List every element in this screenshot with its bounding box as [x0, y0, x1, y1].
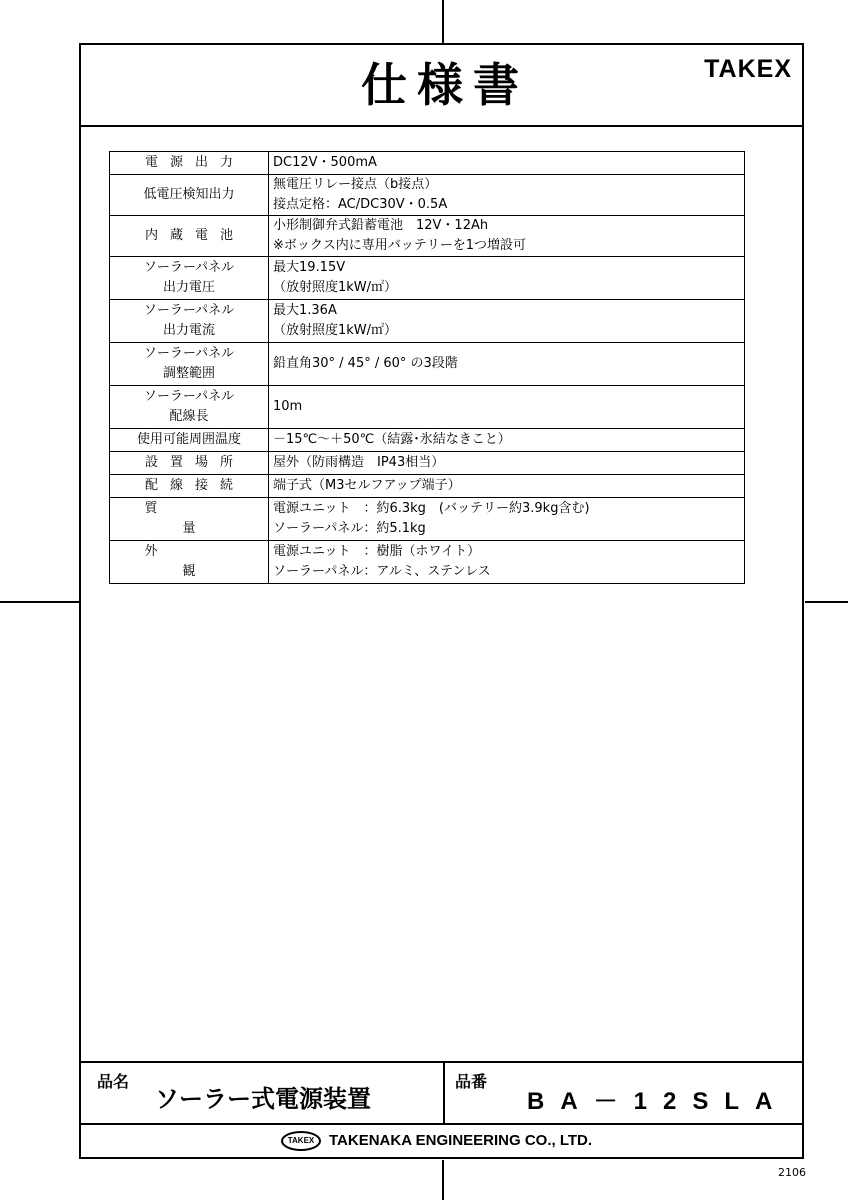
spec-label-text-2: 出力電圧 [162, 280, 215, 295]
spec-label-text: ソーラーパネル [143, 346, 235, 361]
spec-label-text: ソーラーパネル [143, 303, 235, 318]
spec-value-line: 無電圧リレー接点（b接点） [273, 177, 438, 192]
spec-label-text: 質量 [144, 501, 272, 536]
spec-label [110, 475, 269, 498]
spec-label [110, 216, 269, 257]
spec-label [110, 343, 269, 386]
spec-sheet [79, 43, 804, 1159]
spec-value [269, 175, 745, 216]
spec-row [110, 541, 745, 584]
spec-value [269, 498, 745, 541]
brand-logo: TAKEX [704, 55, 792, 83]
spec-row [110, 386, 745, 429]
spec-value [269, 216, 745, 257]
spec-value-line: 電源ユニット ：樹脂（ホワイト） [273, 544, 481, 559]
spec-value-line: 屋外（防雨構造 IP43相当） [273, 455, 445, 470]
spec-label-text: 電源出力 [144, 155, 245, 170]
spec-row [110, 300, 745, 343]
spec-label-text-2: 調整範囲 [162, 366, 215, 381]
spec-label-text-2: 配線長 [169, 409, 209, 424]
company-row [81, 1125, 802, 1159]
spec-value-line: ソーラーパネル：アルミ、ステンレス [273, 564, 491, 579]
spec-label [110, 541, 272, 584]
spec-value [269, 152, 745, 175]
spec-label-text: ソーラーパネル [143, 260, 235, 275]
spec-value-line: 最大19.15V [273, 260, 346, 275]
spec-value-line: DC12V・500mA [273, 155, 377, 170]
spec-row [110, 452, 745, 475]
crop-mark-top [442, 0, 444, 44]
spec-label [110, 498, 272, 541]
spec-label-text: 設置場所 [144, 455, 245, 470]
spec-value-line: －15℃～＋50℃（結露･氷結なきこと） [273, 432, 511, 447]
spec-row [110, 175, 745, 216]
spec-value-line: 端子式（M3セルフアップ端子） [273, 478, 461, 493]
spec-label-text: 内蔵電池 [144, 228, 245, 243]
spec-value-line: 接点定格：AC/DC30V・0.5A [273, 197, 448, 212]
page-title: 仕様書 [361, 58, 529, 112]
spec-value-line: ソーラーパネル：約5.1kg [273, 521, 426, 536]
spec-value [269, 300, 745, 343]
spec-value-line: 鉛直角30° / 45° / 60° の3段階 [273, 356, 458, 371]
spec-label-text: 使用可能周囲温度 [136, 432, 241, 447]
spec-row [110, 152, 745, 175]
sheet-header [81, 45, 802, 127]
spec-label [110, 175, 269, 216]
spec-label-text: 低電圧検知出力 [143, 187, 235, 202]
spec-value [269, 541, 745, 584]
spec-label [110, 386, 269, 429]
product-number-label: 品番 [455, 1072, 488, 1091]
spec-value-line: （放射照度1kW/㎡） [273, 280, 398, 295]
product-number: BA－12SLA [527, 1088, 789, 1115]
spec-value-line: 小形制御弁式鉛蓄電池 12V・12Ah [273, 218, 489, 233]
document-code: 2106 [778, 1166, 806, 1179]
spec-label [110, 452, 269, 475]
spec-row [110, 257, 745, 300]
spec-value [269, 386, 745, 429]
company-logo-badge: TAKEX [281, 1131, 321, 1151]
spec-value [269, 429, 745, 452]
spec-value [269, 452, 745, 475]
spec-label-text: 外観 [144, 544, 272, 579]
spec-label-text: 配線接続 [144, 478, 245, 493]
product-divider [443, 1063, 445, 1123]
spec-label [110, 152, 269, 175]
spec-label [110, 300, 269, 343]
spec-value [269, 257, 745, 300]
spec-table [109, 151, 745, 584]
spec-label [110, 257, 269, 300]
spec-value-line: ※ボックス内に専用バッテリーを1つ増設可 [273, 238, 527, 253]
spec-row [110, 343, 745, 386]
spec-row [110, 429, 745, 452]
spec-row [110, 475, 745, 498]
spec-label-text-2: 出力電流 [162, 323, 215, 338]
sheet-footer [81, 1061, 802, 1159]
spec-label-text: ソーラーパネル [143, 389, 235, 404]
spec-label [110, 429, 269, 452]
spec-row [110, 498, 745, 541]
crop-mark-left [0, 601, 80, 603]
spec-value-line: 電源ユニット ：約6.3kg (バッテリー約3.9kg含む) [273, 501, 590, 516]
spec-value [269, 475, 745, 498]
product-row [81, 1063, 802, 1125]
spec-row [110, 216, 745, 257]
spec-value-line: 10m [273, 399, 303, 414]
company-name: TAKENAKA ENGINEERING CO., LTD. [329, 1132, 593, 1149]
product-name: ソーラー式電源装置 [155, 1085, 371, 1113]
product-name-label: 品名 [97, 1072, 130, 1091]
crop-mark-right [805, 601, 848, 603]
spec-value-line: 最大1.36A [273, 303, 337, 318]
spec-value-line: （放射照度1kW/㎡） [273, 323, 398, 338]
crop-mark-bottom [442, 1160, 444, 1200]
spec-value [269, 343, 745, 386]
